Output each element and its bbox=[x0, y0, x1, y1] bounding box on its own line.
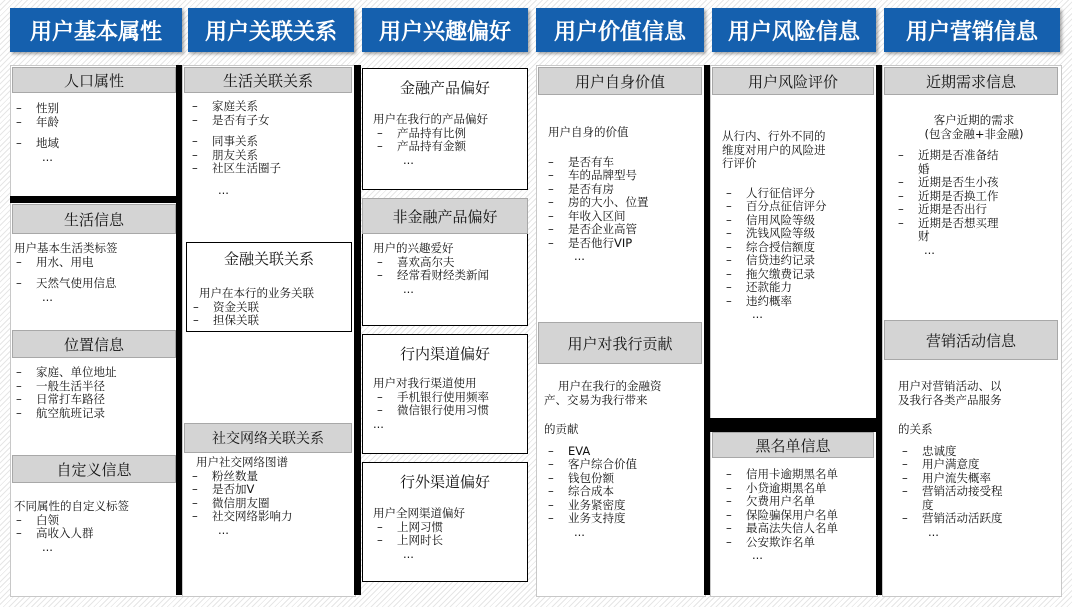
list-item: – 忠诚度 bbox=[898, 445, 1003, 459]
list-item: ... bbox=[403, 281, 414, 296]
financial-relations-list bbox=[189, 287, 314, 328]
list-item: ... bbox=[42, 149, 53, 164]
list-item: – 家庭、单位地址 bbox=[12, 366, 117, 380]
section-title-recent-demand: 近期需求信息 bbox=[884, 67, 1058, 95]
list-item: – 性别 bbox=[12, 102, 59, 116]
section-title-marketing-activities: 营销活动信息 bbox=[884, 320, 1058, 360]
list-item: – 近期是否换工作 bbox=[894, 190, 1054, 204]
list-item: – 微信银行使用习惯 bbox=[373, 404, 489, 418]
section-intro: 维度对用户的风险进 bbox=[722, 142, 826, 157]
list-item: – 用户流失概率 bbox=[898, 472, 1003, 486]
list-item: – 同事关系 bbox=[188, 135, 281, 149]
list-item: – 违约概率 bbox=[722, 295, 827, 309]
list-item: 度 bbox=[922, 497, 934, 512]
section-intro: 用户在我行的金融资 bbox=[558, 379, 662, 393]
life-info-list bbox=[12, 242, 118, 304]
list-item: – 百分点征信评分 bbox=[722, 200, 827, 214]
list-item: – 信用卡逾期黑名单 bbox=[722, 468, 838, 482]
list-item: – 综合授信额度 bbox=[722, 241, 827, 255]
section-title-blacklist: 黑名单信息 bbox=[712, 432, 874, 458]
section-title-demographics: 人口属性 bbox=[12, 67, 176, 93]
list-item: ... bbox=[403, 152, 414, 167]
list-item: – 是否有房 bbox=[544, 183, 649, 197]
separator bbox=[710, 418, 876, 432]
list-item: – 年龄 bbox=[12, 116, 59, 130]
list-item: ... bbox=[574, 524, 585, 539]
list-item: – 拖欠缴费记录 bbox=[722, 268, 827, 282]
section-intro: 不同属性的自定义标签 bbox=[14, 499, 129, 513]
section-title-nonfinancial-products: 非金融产品偏好 bbox=[362, 198, 528, 234]
section-intro: 的关系 bbox=[898, 422, 933, 436]
list-item: – 是否有车 bbox=[544, 156, 649, 170]
life-relations-list bbox=[188, 100, 281, 197]
external-channel-box bbox=[362, 462, 528, 582]
list-item: – 上网时长 bbox=[373, 534, 465, 548]
header-interest-preferences: 用户兴趣偏好 bbox=[362, 8, 528, 52]
list-item: – 钱包份额 bbox=[544, 472, 662, 486]
section-title-social-relations: 社交网络关联关系 bbox=[184, 423, 352, 453]
social-relations-list bbox=[188, 456, 293, 537]
list-item: ... bbox=[924, 242, 935, 257]
list-item: – 业务紧密度 bbox=[544, 499, 662, 513]
nonfinancial-products-list bbox=[373, 242, 489, 296]
list-item: – 是否企业高管 bbox=[544, 223, 649, 237]
section-title-financial-relations: 金融关联关系 bbox=[223, 250, 314, 268]
list-item: ... bbox=[42, 289, 53, 304]
list-item: – 近期是否想买理 bbox=[894, 217, 1054, 231]
list-item: – 房的大小、位置 bbox=[544, 196, 649, 210]
list-item: – 是否他行VIP bbox=[544, 237, 649, 251]
self-value-list bbox=[544, 126, 649, 264]
header-marketing-info: 用户营销信息 bbox=[884, 8, 1060, 52]
blacklist-list bbox=[722, 468, 838, 563]
custom-info-list bbox=[12, 500, 129, 554]
section-intro: 用户在本行的业务关联 bbox=[199, 286, 314, 300]
section-intro: (包含金融+非金融) bbox=[924, 126, 1024, 141]
in-bank-channel-box bbox=[362, 334, 528, 454]
contribution-list bbox=[544, 380, 662, 539]
list-item: – 洗钱风险等级 bbox=[722, 227, 827, 241]
financial-relations-box bbox=[186, 242, 352, 332]
list-item: – 公安欺诈名单 bbox=[722, 536, 838, 550]
section-title-financial-products: 金融产品偏好 bbox=[399, 79, 490, 97]
section-title-custom-info: 自定义信息 bbox=[12, 455, 176, 483]
list-item: – 社区生活圈子 bbox=[188, 162, 281, 176]
list-item: ... bbox=[403, 546, 414, 561]
list-item: – 经常看财经类新闻 bbox=[373, 269, 489, 283]
financial-product-box bbox=[362, 68, 528, 190]
section-intro: 用户对营销活动、以 bbox=[898, 379, 1002, 393]
section-intro: 的贡献 bbox=[544, 422, 579, 436]
list-item: – 还款能力 bbox=[722, 281, 827, 295]
list-item: 婚 bbox=[918, 161, 930, 176]
list-item: – 用水、用电 bbox=[12, 256, 118, 270]
list-item: – 是否有子女 bbox=[188, 114, 281, 128]
list-item: – 信贷违约记录 bbox=[722, 254, 827, 268]
list-item: – 营销活动活跃度 bbox=[898, 512, 1003, 526]
list-item: – 人行征信评分 bbox=[722, 187, 827, 201]
list-item: – 高收入人群 bbox=[12, 527, 129, 541]
list-item: – 微信朋友圈 bbox=[188, 497, 293, 511]
list-item: – 喜欢高尔夫 bbox=[373, 256, 489, 270]
separator bbox=[10, 196, 182, 203]
section-title-risk-evaluation: 用户风险评价 bbox=[712, 67, 874, 95]
section-title-external-channels: 行外渠道偏好 bbox=[399, 473, 490, 491]
list-item: ... bbox=[928, 524, 939, 539]
list-item: ... bbox=[752, 548, 763, 562]
financial-products-list bbox=[373, 113, 488, 167]
section-title-in-bank-channels: 行内渠道偏好 bbox=[399, 345, 490, 363]
list-item: – 朋友关系 bbox=[188, 149, 281, 163]
section-title-life-relations: 生活关联关系 bbox=[184, 67, 352, 93]
list-item: – 车的品牌型号 bbox=[544, 169, 649, 183]
section-title-self-value: 用户自身价值 bbox=[538, 67, 702, 95]
section-intro: 及我行各类产品服务 bbox=[898, 392, 1002, 407]
header-value-info: 用户价值信息 bbox=[536, 8, 704, 52]
list-item: – 家庭关系 bbox=[188, 100, 281, 114]
list-item: – 产品持有金额 bbox=[373, 140, 488, 154]
section-intro: 用户在我行的产品偏好 bbox=[373, 112, 488, 126]
risk-evaluation-list bbox=[722, 130, 827, 322]
list-item: – 航空航班记录 bbox=[12, 407, 117, 421]
list-item: – 一般生活半径 bbox=[12, 380, 117, 394]
header-risk-info: 用户风险信息 bbox=[712, 8, 876, 52]
list-item: – 粉丝数量 bbox=[188, 470, 293, 484]
list-item: – 信用风险等级 bbox=[722, 214, 827, 228]
list-item: – EVA bbox=[544, 445, 662, 459]
section-intro: 产、交易为我行带来 bbox=[544, 392, 648, 407]
list-item: – 保险骗保用户名单 bbox=[722, 509, 838, 523]
list-item: ... bbox=[218, 522, 229, 537]
marketing-activities-list bbox=[898, 380, 1003, 539]
list-item: – 天然气使用信息 bbox=[12, 277, 118, 291]
section-intro: 用户的兴趣爱好 bbox=[373, 241, 454, 255]
section-intro: 用户社交网络图谱 bbox=[196, 455, 288, 469]
section-intro: 客户近期的需求 bbox=[933, 113, 1015, 127]
list-item: – 地域 bbox=[12, 137, 59, 151]
section-intro: 用户基本生活类标签 bbox=[14, 241, 118, 255]
list-item: – 近期是否出行 bbox=[894, 203, 1054, 217]
list-item: – 日常打车路径 bbox=[12, 393, 117, 407]
list-item: – 欠费用户名单 bbox=[722, 495, 838, 509]
list-item: – 资金关联 bbox=[189, 301, 314, 315]
list-item: – 白领 bbox=[12, 514, 129, 528]
list-item: – 用户满意度 bbox=[898, 458, 1003, 472]
list-item: – 营销活动接受程 bbox=[898, 485, 1003, 499]
list-item: ... bbox=[373, 416, 384, 431]
section-intro: 从行内、行外不同的 bbox=[722, 129, 826, 143]
list-item: – 年收入区间 bbox=[544, 210, 649, 224]
list-item: – 手机银行使用频率 bbox=[373, 391, 489, 405]
list-item: ... bbox=[218, 182, 229, 197]
header-basic-attributes: 用户基本属性 bbox=[10, 8, 182, 52]
list-item: – 客户综合价值 bbox=[544, 458, 662, 472]
nonfinancial-product-box bbox=[362, 234, 528, 326]
list-item: – 产品持有比例 bbox=[373, 127, 488, 141]
section-title-life-info: 生活信息 bbox=[12, 204, 176, 234]
in-bank-channels-list bbox=[373, 377, 489, 431]
list-item: – 业务支持度 bbox=[544, 512, 662, 526]
section-title-location: 位置信息 bbox=[12, 330, 176, 358]
demographics-list bbox=[12, 102, 59, 164]
list-item: – 担保关联 bbox=[189, 314, 314, 328]
list-item: – 是否加V bbox=[188, 483, 293, 497]
list-item: – 近期是否生小孩 bbox=[894, 176, 1054, 190]
header-relationships: 用户关联关系 bbox=[188, 8, 354, 52]
section-intro: 用户全网渠道偏好 bbox=[373, 506, 465, 520]
location-list bbox=[12, 366, 117, 420]
list-item: – 综合成本 bbox=[544, 485, 662, 499]
list-item: ... bbox=[574, 249, 585, 263]
list-item: 财 bbox=[918, 229, 930, 243]
separator bbox=[354, 65, 361, 595]
list-item: – 近期是否准备结 bbox=[894, 149, 1054, 163]
external-channels-list bbox=[373, 507, 465, 561]
list-item: – 社交网络影响力 bbox=[188, 510, 293, 524]
list-item: ... bbox=[752, 307, 763, 321]
section-intro: 用户自身的价值 bbox=[548, 125, 629, 139]
list-item: – 最高法失信人名单 bbox=[722, 522, 838, 536]
section-intro: 用户对我行渠道使用 bbox=[373, 376, 477, 390]
list-item: – 小贷逾期黑名单 bbox=[722, 482, 838, 496]
list-item: ... bbox=[42, 539, 53, 554]
list-item: – 上网习惯 bbox=[373, 521, 465, 535]
recent-demand-list bbox=[894, 114, 1054, 257]
section-title-contribution: 用户对我行贡献 bbox=[538, 322, 702, 364]
section-intro: 行评价 bbox=[722, 156, 757, 170]
